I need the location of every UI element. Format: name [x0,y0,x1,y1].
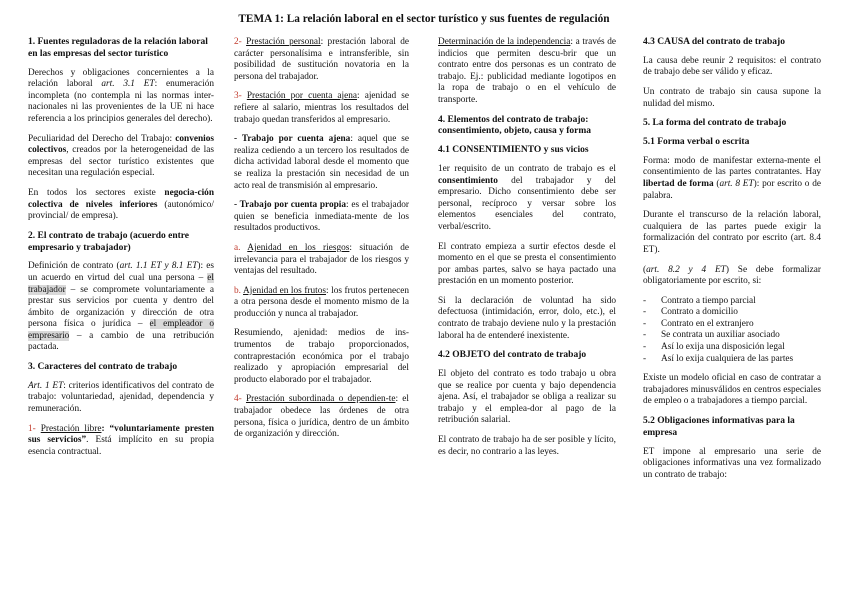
heading-forma-verbal: 5.1 Forma verbal o escrita [643,136,750,147]
paragraph-derechos: Derechos y obligaciones concernientes a la relación laboral art. 3.1 ET: enumeración incompleta (no contempla ni las normas inter-nacionales ni las provenientes de la UE ni hace referencia a los principios generales del derecho). [28,67,215,124]
paragraph-forma: Forma: modo de manifestar externa-mente el consentimiento de las partes contratantes. Hay libertad de forma (art. 8 ET): por escrito o de palabra. [643,155,821,201]
page-title: TEMA 1: La relación laboral en el sector turístico y sus fuentes de regulación [238,13,610,25]
paragraph-efectos: El contrato empieza a surtir efectos desde el momento en el que se presta el consentimiento por ambas partes, salvo se haya pactado una prestación en un momento posterior. [438,241,616,287]
list-item: - Contrato a tiempo parcial [643,296,821,308]
paragraph-trabajo-ajena: - Trabajo por cuenta ajena: aquel que se realiza cediendo a un tercero los resultados de dicha actividad laboral desde el momento que se realiza la prestación sin necesidad de un acto real de transmisión al empresario. [234,134,409,191]
paragraph-transcurso: Durante el transcurso de la relación laboral, cualquiera de las partes puede exigir la formalización del contrato por escrito (art. 8.4 ET). [643,210,821,255]
list-item: - Contrato a domicilio [643,307,821,319]
paragraph-definicion: Definición de contrato (art. 1.1 ET y 8.1 ET): es un acuerdo en virtud del cual una persona – el trabajador – se compromete voluntariamente a prestar sus servicios por cuenta y dentro del ámbito de organización y dirección de otra persona física o jurídica – el empleador o empresario – a cambio de una retribución pactada. [28,261,215,353]
paragraph-peculiaridad: Peculiaridad del Derecho del Trabajo: convenios colectivos, creados por la heterogeneidad de las empresas del sector turístico existentes que necesitan una regulación especial. [28,133,214,179]
paragraph-impone: ET impone al empresario una serie de obligaciones informativas una vez formalizado un contrato de trabajo: [643,446,821,480]
paragraph-ajenidad-frutos: b. Ajenidad en los frutos: los frutos pertenecen a otra persona desde el momento mismo de la producción y nunca al trabajador. [234,285,409,319]
paragraph-obligatorio: (art. 8.2 y 4 ET) Se debe formalizar obligatoriamente por escrito, si: [643,264,821,287]
heading-fuentes: 1. Fuentes reguladoras de la relación laboral en las empresas del sector turístico [28,37,208,59]
heading-contrato: 2. El contrato de trabajo (acuerdo entre empresario y trabajador) [28,230,190,253]
column-1 [28,37,214,466]
heading-consentimiento: 4.1 CONSENTIMIENTO y sus vicios [438,145,589,156]
heading-forma: 5. La forma del contrato de trabajo [643,118,787,129]
list-item: - Así lo exija una disposición legal [643,342,821,354]
list-item: - Contrato en el extranjero [643,319,821,331]
paragraph-art1: Art. 1 ET: criterios identificativos del contrato de trabajo: voluntariedad, ajenidad, dependencia y remuneración. [28,380,214,415]
requirements-list [643,296,821,366]
paragraph-causa: La causa debe reunir 2 requisitos: el contrato de trabajo debe ser válido y eficaz. [643,55,821,78]
paragraph-prestacion-personal: 2- Prestación personal: prestación laboral de carácter personalísima e intransferible, sin posibilidad de sustitución novatoria en la persona del trabajador. [234,37,409,82]
paragraph-posible: El contrato de trabajo ha de ser posible y lícito, es decir, no contrario a las leyes. [438,435,616,457]
paragraph-modelo-oficial: Existe un modelo oficial en caso de contratar a trabajadores minusválidos en centros especiales de empleo o a trabajadores a tiempo parcial. [643,373,821,407]
highlight-empleador: el empleador o empresario [28,319,214,341]
heading-objeto: 4.2 OBJETO del contrato de trabajo [438,350,587,361]
paragraph-resumiendo: Resumiendo, ajenidad: medios de ins-trumentos de trabajo proporcionados, contraprestación económica por el trabajo realizado y apropiación empresarial del producto elaborado por el trabajador. [234,328,409,385]
paragraph-trabajo-propia: - Trabajo por cuenta propia: es el trabajador quien se beneficia inmediata-mente de los resultados productivos. [234,200,409,234]
paragraph-subordinada: 4- Prestación subordinada o dependien-te: el trabajador obedece las órdenes de otra persona, física o jurídica, dentro de un ámbito de organización y dirección. [234,394,409,440]
list-item: - Así lo exija cualquiera de las partes [643,354,821,366]
paragraph-independencia: Determinación de la independencia: a través de indicios que permiten descu-brir que un contrato entre dos personas es un contrato de trabajo. Ej.: publicidad mediante logotipos en la ropa de trabajo o en el vehículo de transporte. [438,37,617,105]
paragraph-objeto: El objeto del contrato es todo trabajo u obra que se realice por cuenta y bajo dependencia ajena. Así, el trabajador se obliga a realizar su trabajo y el emplea-dor al pago de la retribución salarial. [438,369,616,426]
paragraph-ajenidad-riesgos: a. Ajenidad en los riesgos: situación de irrelevancia para el trabajador de los riesgos y ventajas del resultado. [234,242,410,277]
paragraph-nulidad: Un contrato de trabajo sin causa supone la nulidad del mismo. [643,86,821,109]
heading-caracteres: 3. Caracteres del contrato de trabajo [28,362,178,373]
highlight-trabajador: el trabajador [28,272,214,295]
paragraph-cuenta-ajena: 3- Prestación por cuenta ajena: ajenidad se refiere al salario, mientras los resultados del trabajo quedan transferidos al empresario. [234,91,410,125]
heading-elementos: 4. Elementos del contrato de trabajo: consentimiento, objeto, causa y forma [438,114,592,137]
column-4 [643,37,821,489]
paragraph-declaracion: Si la declaración de voluntad ha sido defectuosa (intimidación, error, dolo, etc.), el contrato de trabajo deviene nulo y la prestación laboral ha de entenderé inexistente. [438,295,616,341]
paragraph-requisito: 1er requisito de un contrato de trabajo es el consentimiento del trabajador y del empresario. Dicho consentimiento debe ser personal, recíproco y versar sobre los elementos esenciales del contrato, verbal/escrito. [438,163,616,232]
heading-obligaciones: 5.2 Obligaciones informativas para la empresa [643,416,795,438]
paragraph-negociacion: En todos los sectores existe negocia-ción colectiva de niveles inferiores (autonómico/ provincial/ de empresa). [28,187,214,222]
paragraph-prestacion-libre: 1- Prestación libre: “voluntariamente presten sus servicios”. Está implícito en su propia esencia contractual. [28,423,214,457]
list-item: - Se contrata un auxiliar asociado [643,330,821,342]
heading-causa: 4.3 CAUSA del contrato de trabajo [643,37,785,47]
column-2 [234,37,409,449]
column-3 [438,37,616,466]
